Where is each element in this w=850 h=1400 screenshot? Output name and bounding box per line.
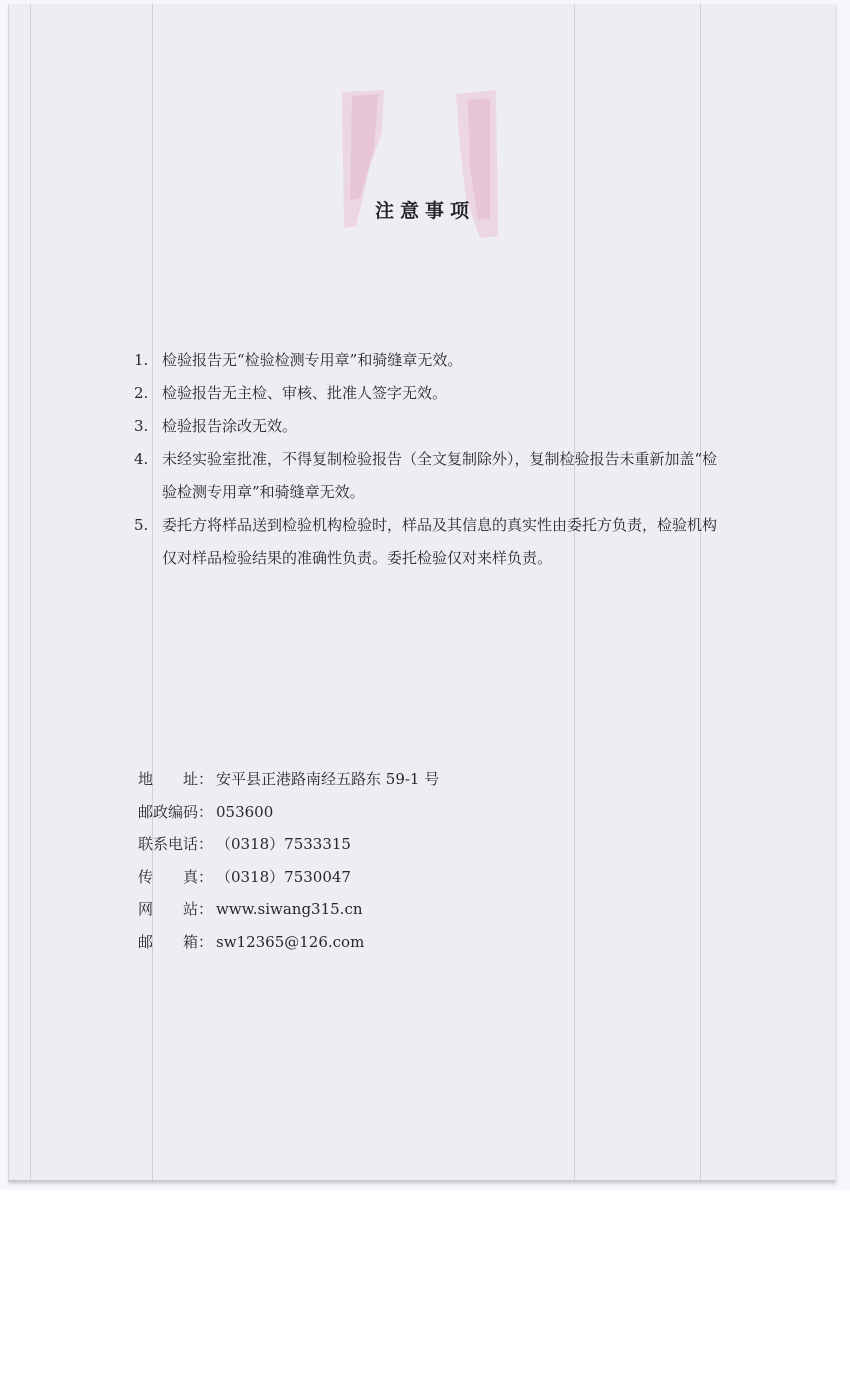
list-item	[130, 410, 730, 443]
item-text: 检验报告涂改无效。	[162, 417, 298, 435]
fold-line	[574, 4, 575, 1180]
list-item	[130, 443, 730, 509]
fax-value: （0318）7530047	[216, 867, 351, 886]
phone-row	[138, 831, 439, 864]
item-number: 2.	[134, 384, 149, 402]
item-number: 5.	[134, 516, 149, 534]
website-label: 网 站：	[138, 900, 214, 919]
item-text: 未经实验室批准，不得复制检验报告（全文复制除外），复制检验报告未重新加盖“检验检测专用章”和骑缝章无效。	[162, 450, 718, 501]
page-title: 注意事项	[374, 200, 475, 222]
item-number: 4.	[134, 450, 149, 468]
fold-line	[152, 4, 153, 1180]
postcode-value: 053600	[216, 802, 274, 821]
website-row	[138, 896, 439, 929]
item-text: 检验报告无主检、审核、批准人签字无效。	[162, 384, 448, 402]
notes-list	[130, 344, 730, 575]
item-text: 检验报告无“检验检测专用章”和骑缝章无效。	[162, 351, 463, 369]
list-item	[130, 377, 730, 410]
fax-row	[138, 864, 439, 897]
address-value: 安平县正港路南经五路东 59-1 号	[216, 770, 440, 788]
phone-label: 联系电话：	[138, 835, 214, 854]
postcode-row	[138, 799, 439, 832]
contact-info	[138, 766, 439, 962]
phone-value: （0318）7533315	[216, 835, 351, 854]
address-label: 地 址：	[138, 770, 214, 788]
item-number: 1.	[134, 351, 149, 369]
fax-label: 传 真：	[138, 867, 214, 886]
item-text: 委托方将样品送到检验机构检验时，样品及其信息的真实性由委托方负责，检验机构仅对样品检验结果的准确性负责。委托检验仅对来样负责。	[162, 516, 718, 567]
list-item	[130, 509, 730, 575]
email-label: 邮 箱：	[138, 932, 214, 951]
fold-line	[700, 4, 701, 1180]
postcode-label: 邮政编码：	[138, 802, 214, 821]
email-value: sw12365@126.com	[216, 932, 365, 951]
address-row	[138, 766, 439, 799]
page-edge-line	[30, 4, 31, 1180]
list-item	[130, 344, 730, 377]
item-number: 3.	[134, 417, 149, 435]
email-row	[138, 929, 439, 962]
website-value: www.siwang315.cn	[216, 900, 363, 919]
